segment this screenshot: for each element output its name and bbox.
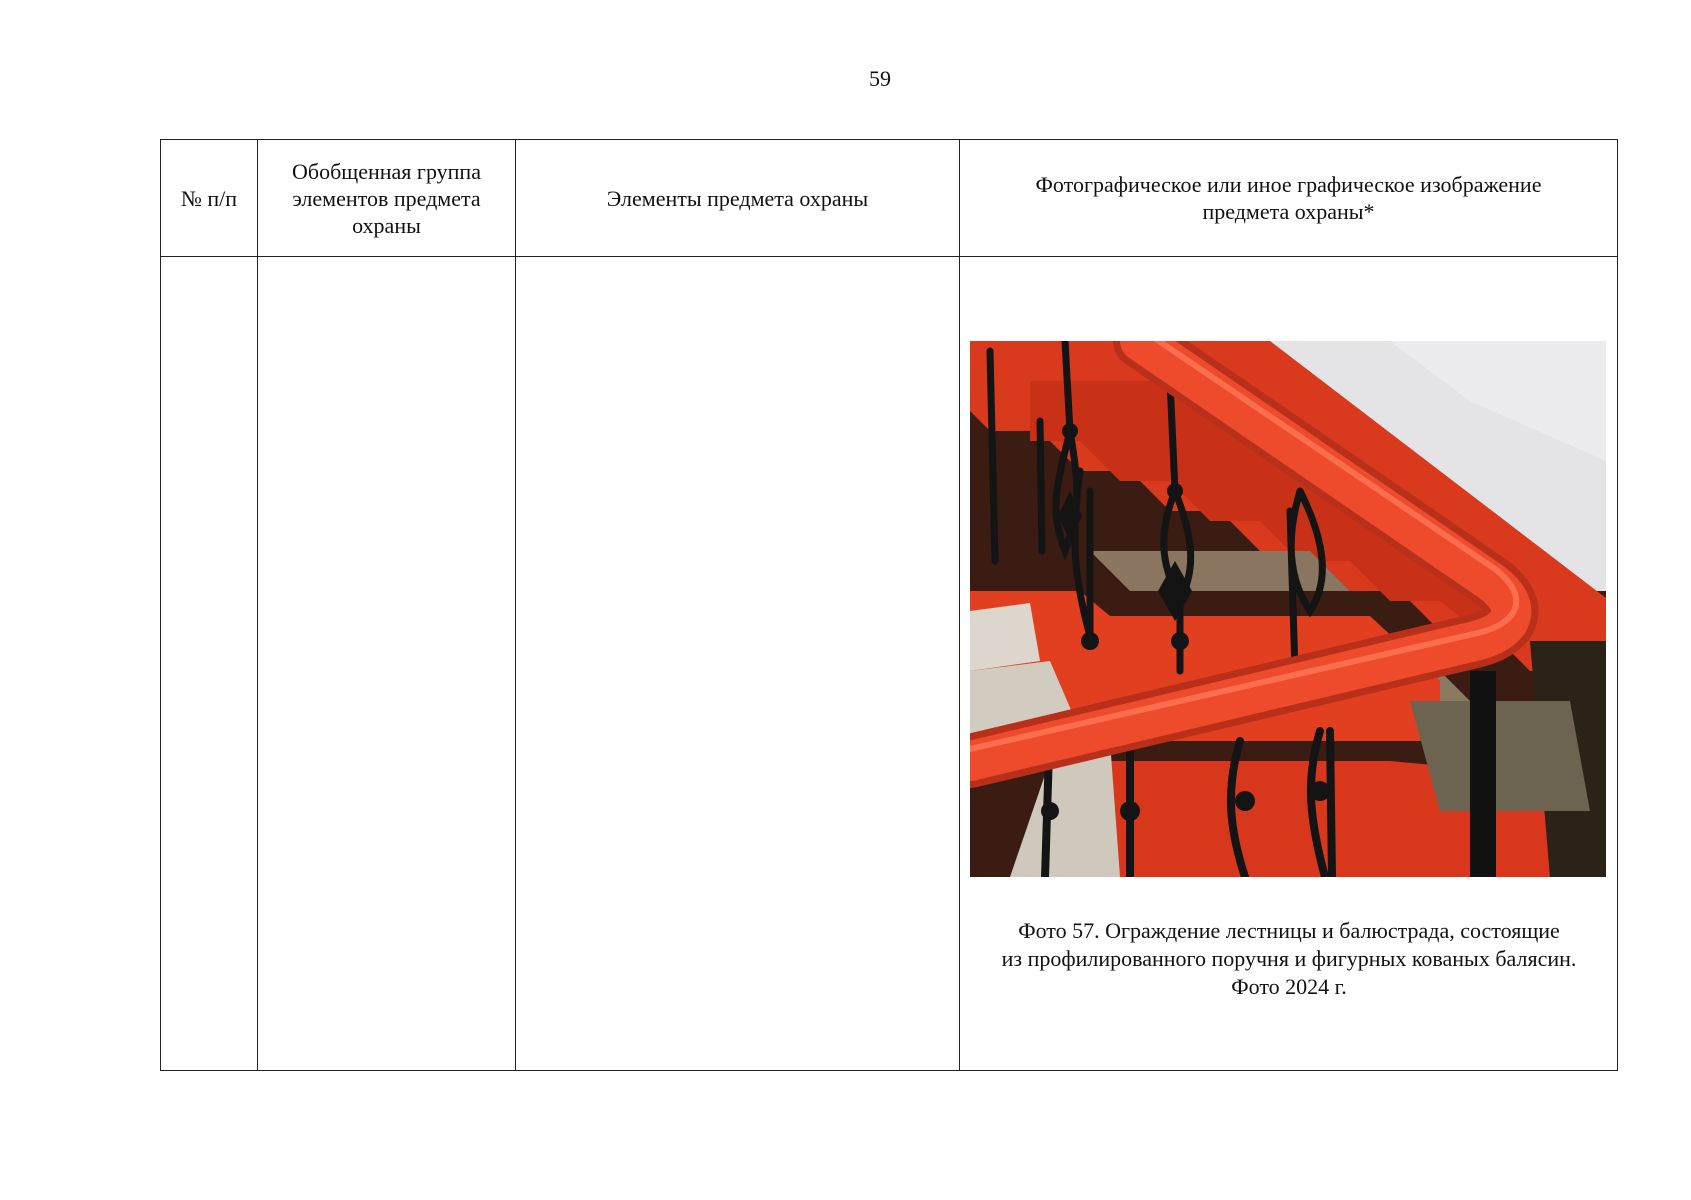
table-header-row: [161, 140, 1618, 257]
header-elements: Элементы предмета охраны: [516, 140, 960, 257]
staircase-railing-illustration: [970, 341, 1606, 877]
header-photo: Фотографическое или иное графическое изображение предмета охраны*: [960, 140, 1618, 257]
protection-elements-table: [160, 139, 1618, 1071]
photo-caption: [960, 917, 1618, 1001]
cell-photo: [960, 257, 1618, 1071]
photo-caption-line-2: из профилированного поручня и фигурных кованых балясин.: [1001, 946, 1577, 971]
cell-group: [258, 257, 516, 1071]
table-row: [161, 257, 1618, 1071]
cell-elements: [516, 257, 960, 1071]
header-group: Обобщенная группа элементов предмета охраны: [258, 140, 516, 257]
photo-caption-line-1: Фото 57. Ограждение лестницы и балюстрада, состоящие: [1018, 918, 1560, 943]
photo-caption-line-3: Фото 2024 г.: [1231, 974, 1347, 999]
staircase-railing-photo: [970, 341, 1606, 877]
cell-number: [161, 257, 258, 1071]
header-number: № п/п: [161, 140, 258, 257]
page-number: 59: [869, 66, 891, 91]
